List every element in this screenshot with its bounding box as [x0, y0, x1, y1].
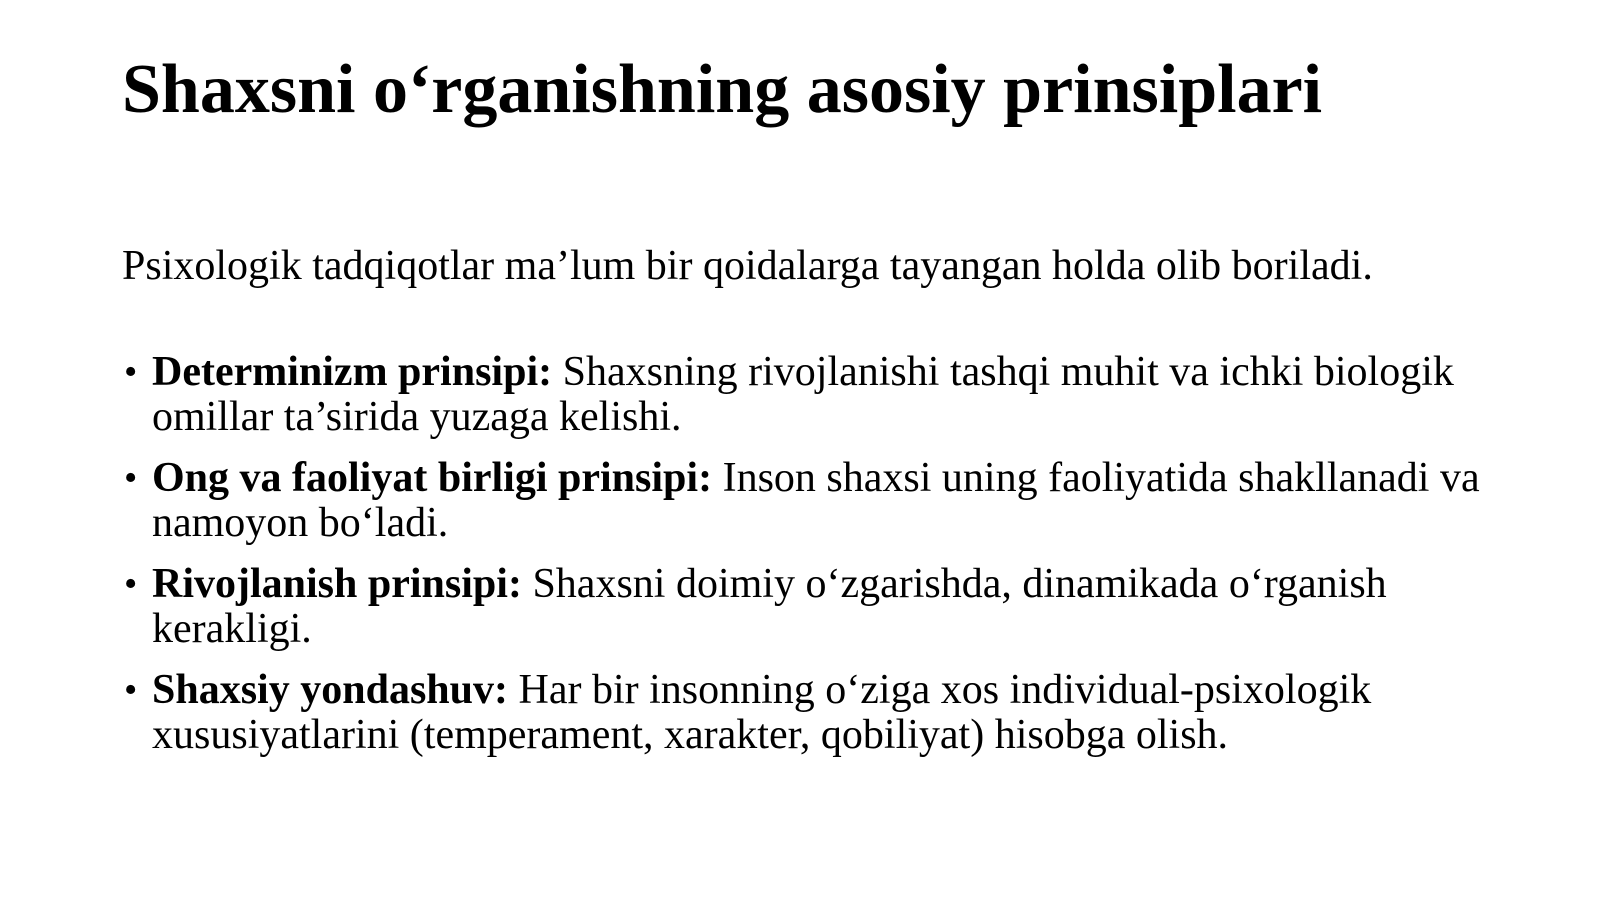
- principle-description: Shaxsni doimiy o‘zgarishda, dinamikada o‘rganish kerakligi.: [152, 561, 1387, 652]
- bullet-icon: •: [124, 669, 138, 711]
- principle-term: Determinizm prinsipi:: [152, 349, 553, 395]
- principle-description: Har bir insonning o‘ziga xos individual-psixologik xususiyatlarini (temperament, xarakter, qobiliyat) hisobga olish.: [152, 667, 1372, 758]
- bullet-icon: •: [124, 351, 138, 393]
- principle-term: Shaxsiy yondashuv:: [152, 667, 508, 713]
- slide-title: Shaxsni o‘rganishning asosiy prinsiplari: [122, 51, 1323, 128]
- bullet-icon: •: [124, 457, 138, 499]
- principle-term: Ong va faoliyat birligi prinsipi:: [152, 455, 713, 501]
- list-item: [122, 456, 1482, 546]
- principle-description: Inson shaxsi uning faoliyatida shakllanadi va namoyon bo‘ladi.: [152, 455, 1480, 546]
- list-item: [122, 562, 1482, 652]
- list-item: [122, 668, 1482, 758]
- bullet-icon: •: [124, 563, 138, 605]
- principle-term: Rivojlanish prinsipi:: [152, 561, 522, 607]
- principle-description: Shaxsning rivojlanishi tashqi muhit va ichki biologik omillar ta’sirida yuzaga kelishi.: [152, 349, 1454, 440]
- principles-list: [122, 350, 1482, 774]
- intro-paragraph: Psixologik tadqiqotlar ma’lum bir qoidalarga tayangan holda olib boriladi.: [122, 243, 1373, 289]
- list-item: [122, 350, 1482, 440]
